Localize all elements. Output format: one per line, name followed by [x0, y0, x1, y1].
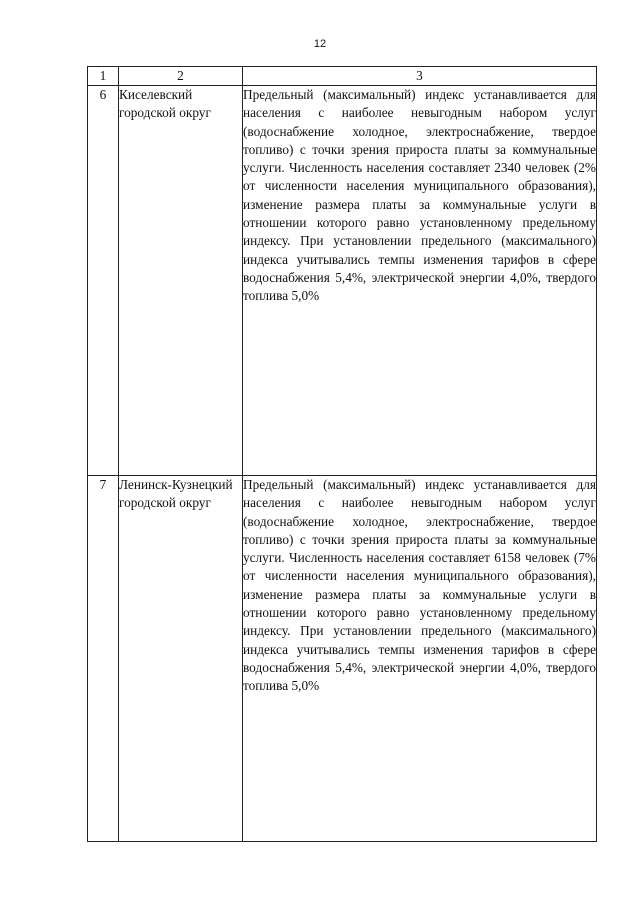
index-description-cell: Предельный (максимальный) индекс устанавливается для населения с наиболее невыгодным набором услуг (водоснабжение холодное, электроснабжение, твердое топливо) с точки зрения прироста платы за коммунальные услуги. Численность населения составляет 2340 человек (2% от численности населения муниципального образования), изменение размера платы за коммунальные услуги в отношении которого равно установленному предельному индексу. При установлении предельного (максимального) индекса учитывались темпы изменения тарифов в сфере водоснабжения 5,4%, электрической энергии 4,0%, твердого топлива 5,0% — [243, 86, 597, 476]
row-number-cell: 7 — [88, 476, 119, 842]
header-cell-1: 1 — [88, 67, 119, 86]
page-number: 12 — [313, 38, 327, 50]
table-header-row — [88, 67, 597, 86]
table-row — [88, 476, 597, 842]
header-cell-3: 3 — [243, 67, 597, 86]
indices-table — [87, 66, 597, 842]
table-row — [88, 86, 597, 476]
row-number-cell: 6 — [88, 86, 119, 476]
index-description-cell: Предельный (максимальный) индекс устанавливается для населения с наиболее невыгодным набором услуг (водоснабжение холодное, электроснабжение, твердое топливо) с точки зрения прироста платы за коммунальные услуги. Численность населения составляет 6158 человек (7% от численности населения муниципального образования), изменение размера платы за коммунальные услуги в отношении которого равно установленному предельному индексу. При установлении предельного (максимального) индекса учитывались темпы изменения тарифов в сфере водоснабжения 5,4%, электрической энергии 4,0%, твердого топлива 5,0% — [243, 476, 597, 842]
header-cell-2: 2 — [119, 67, 243, 86]
municipality-name-cell: Ленинск-Кузнецкий городской округ — [119, 476, 243, 842]
municipality-name-cell: Киселевский городской округ — [119, 86, 243, 476]
